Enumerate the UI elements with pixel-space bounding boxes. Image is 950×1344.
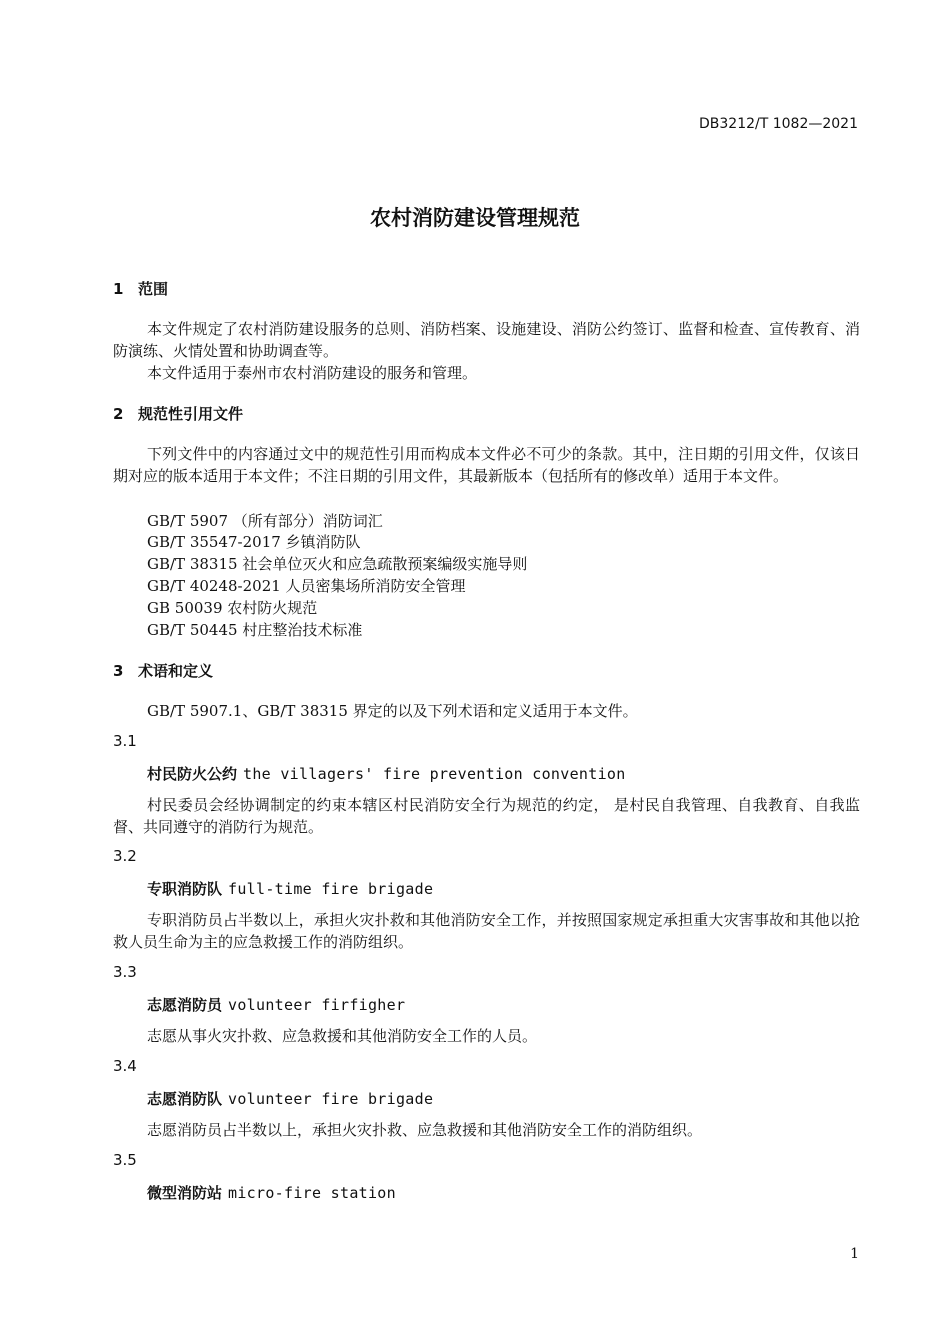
term-number: 3.4 [113, 1057, 137, 1075]
standard-code: DB3212/T 1082—2021 [699, 116, 858, 132]
term-chinese: 村民防火公约 [147, 765, 238, 783]
scope-paragraph-2: 本文件适用于泰州市农村消防建设的服务和管理。 [147, 364, 478, 382]
term-definition: 专职消防员占半数以上，承担火灾扑救和其他消防安全工作，并按照国家规定承担重大灾害事故和其他以抢救人员生命为主的应急救援工作的消防组织。 [113, 911, 860, 951]
section-number: 1 [113, 280, 124, 298]
term-heading [147, 1182, 396, 1203]
term-english: volunteer firfigher [228, 996, 406, 1014]
section-number: 2 [113, 405, 124, 423]
section-2-heading [113, 403, 243, 424]
reference-item: GB/T 40248-2021 人员密集场所消防安全管理 [147, 577, 466, 595]
term-number: 3.3 [113, 963, 137, 981]
term-heading [147, 1088, 433, 1109]
reference-item: GB/T 38315 社会单位灭火和应急疏散预案编级实施导则 [147, 555, 528, 573]
document-title: 农村消防建设管理规范 [370, 206, 580, 230]
term-definition: 志愿消防员占半数以上，承担火灾扑救、应急救援和其他消防安全工作的消防组织。 [147, 1121, 703, 1139]
term-definition: 村民委员会经协调制定的约束本辖区村民消防安全行为规范的约定， 是村民自我管理、自我教育、自我监督、共同遵守的消防行为规范。 [113, 796, 860, 836]
term-english: the villagers' fire prevention convention [243, 765, 626, 783]
term-chinese: 专职消防队 [147, 880, 223, 898]
section-title: 范围 [138, 280, 169, 298]
term-heading [147, 763, 626, 784]
term-chinese: 微型消防站 [147, 1184, 223, 1202]
term-number: 3.2 [113, 847, 137, 865]
term-chinese: 志愿消防队 [147, 1090, 223, 1108]
term-heading [147, 994, 405, 1015]
term-english: full-time fire brigade [228, 880, 434, 898]
scope-paragraph-1: 本文件规定了农村消防建设服务的总则、消防档案、设施建设、消防公约签订、监督和检查、宣传教育、消防演练、火情处置和协助调查等。 [113, 320, 860, 360]
term-number: 3.1 [113, 732, 137, 750]
normative-refs-intro: 下列文件中的内容通过文中的规范性引用而构成本文件必不可少的条款。其中，注日期的引用文件，仅该日期对应的版本适用于本文件；不注日期的引用文件，其最新版本（包括所有的修改单）适用于本文件。 [113, 445, 860, 485]
term-chinese: 志愿消防员 [147, 996, 223, 1014]
page-number: 1 [850, 1246, 859, 1262]
term-english: volunteer fire brigade [228, 1090, 434, 1108]
section-title: 规范性引用文件 [138, 405, 244, 423]
term-number: 3.5 [113, 1151, 137, 1169]
reference-item: GB/T 5907 （所有部分）消防词汇 [147, 512, 383, 530]
reference-item: GB/T 50445 村庄整治技术标准 [147, 621, 363, 639]
section-3-heading [113, 660, 213, 681]
section-number: 3 [113, 662, 124, 680]
section-1-heading [113, 278, 168, 299]
term-heading [147, 878, 433, 899]
section-title: 术语和定义 [138, 662, 214, 680]
terms-intro: GB/T 5907.1、GB/T 38315 界定的以及下列术语和定义适用于本文件。 [147, 702, 638, 720]
reference-item: GB 50039 农村防火规范 [147, 599, 318, 617]
reference-item: GB/T 35547-2017 乡镇消防队 [147, 533, 361, 551]
term-english: micro-fire station [228, 1184, 396, 1202]
term-definition: 志愿从事火灾扑救、应急救援和其他消防安全工作的人员。 [147, 1027, 538, 1045]
